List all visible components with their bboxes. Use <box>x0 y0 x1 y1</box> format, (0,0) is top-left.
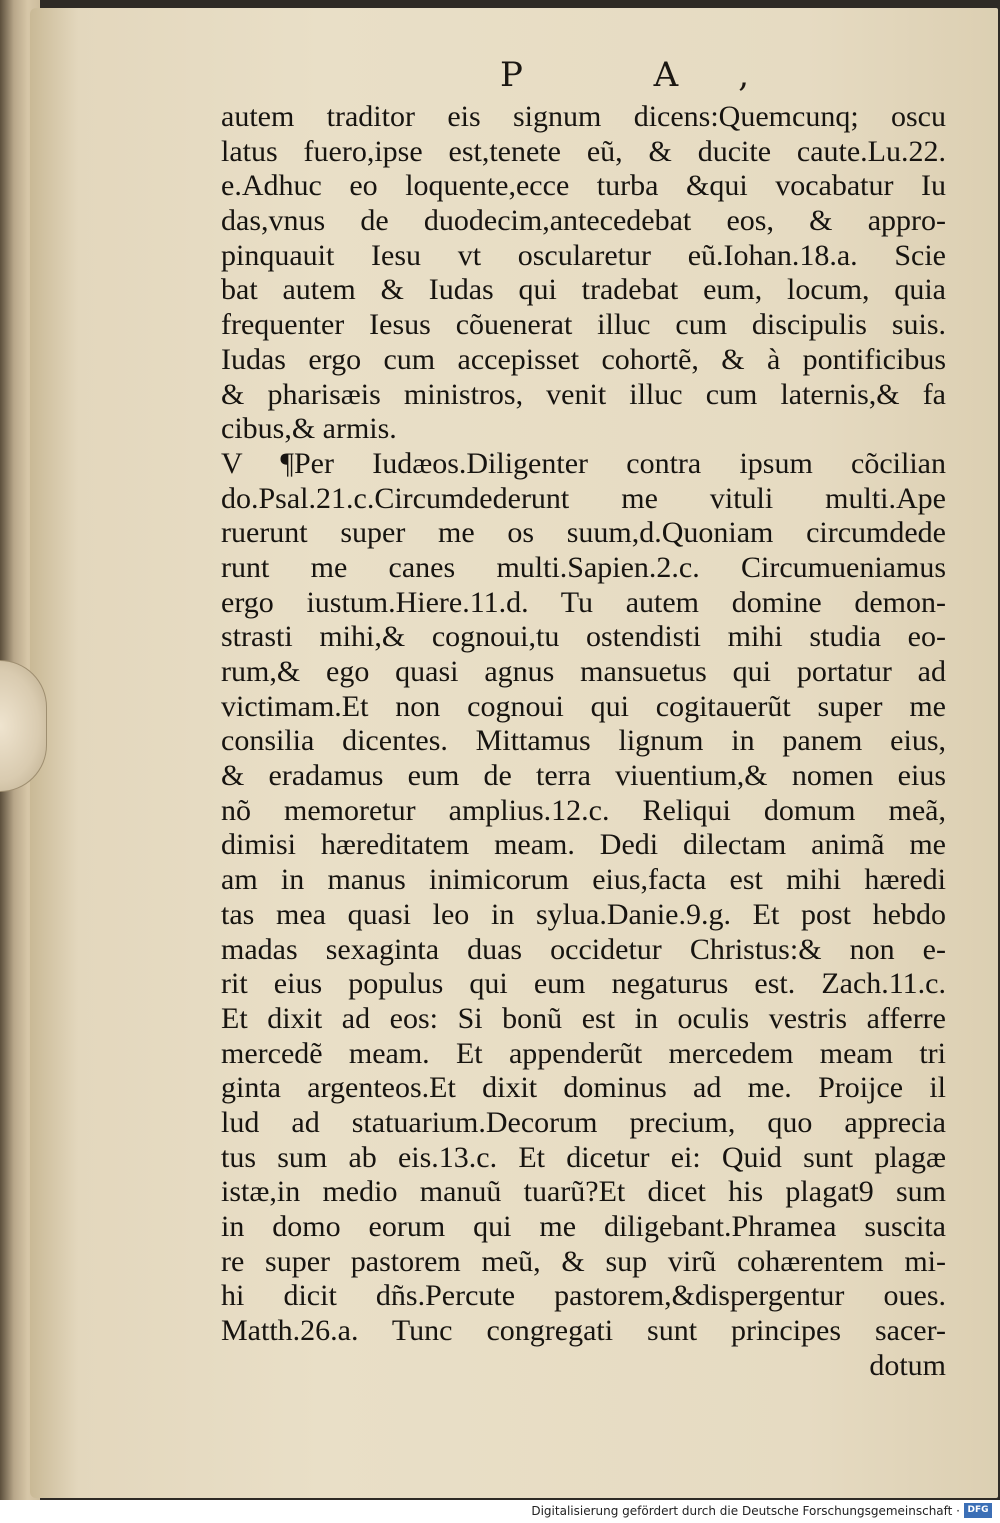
text-line: ginta argenteos.Et dixit dominus ad me. Proijce il <box>221 1071 946 1105</box>
text-block <box>221 100 946 1383</box>
footer-bar <box>0 1500 1000 1523</box>
text-line: am in manus inimicorum eius,facta est mihi hæredi <box>221 863 946 897</box>
text-line: istæ,in medio manuũ tuarũ?Et dicet his plagat9 sum <box>221 1175 946 1209</box>
text-line: tus sum ab eis.13.c. Et dicetur ei: Quid sunt plagæ <box>221 1140 946 1174</box>
text-line: madas sexaginta duas occidetur Christus:& non e- <box>221 932 946 966</box>
text-line: consilia dicentes. Mittamus lignum in panem eius, <box>221 724 946 758</box>
text-line: nõ memoretur amplius.12.c. Reliqui domum meã, <box>221 793 946 827</box>
text-line: hi dicit dñs.Percute pastorem,&dispergentur oues. <box>221 1279 946 1313</box>
text-line: ergo iustum.Hiere.11.d. Tu autem domine demon- <box>221 585 946 619</box>
text-line: V ¶Per Iudæos.Diligenter contra ipsum cõcilian <box>221 446 946 480</box>
text-line: lud ad statuarium.Decorum precium, quo apprecia <box>221 1105 946 1139</box>
text-line: dotum <box>869 1348 946 1382</box>
text-line: in domo eorum qui me diligebant.Phramea suscita <box>221 1210 946 1243</box>
text-line: rit eius populus qui eum negaturus est. Zach.11.c. <box>221 967 946 1001</box>
text-line: pinquauit Iesu vt oscularetur eũ.Iohan.18.a. Scie <box>221 238 946 272</box>
text-line: mercedẽ meam. Et appenderũt mercedem meam tri <box>221 1036 946 1070</box>
text-line: Matth.26.a. Tunc congregati sunt principes sacer- <box>221 1314 946 1348</box>
footer-credit: Digitalisierung gefördert durch die Deutsche Forschungsgemeinschaft · <box>531 1504 960 1518</box>
text-line: frequenter Iesus cõuenerat illuc cum discipulis suis. <box>221 308 946 342</box>
text-line: strasti mihi,& cognoui,tu ostendisti mihi studia eo- <box>221 620 946 654</box>
text-line: cibus,& armis. <box>221 412 397 446</box>
text-line: & eradamus eum de terra viuentium,& nomen eius <box>221 759 946 793</box>
text-line: tas mea quasi leo in sylua.Danie.9.g. Et post hebdo <box>221 897 946 931</box>
text-line: do.Psal.21.c.Circumdederunt me vituli multi.Ape <box>221 481 946 515</box>
text-line: Iudas ergo cum accepisset cohortẽ, & à pontificibus <box>221 342 946 376</box>
text-line: bat autem & Iudas qui tradebat eum, locum, quia <box>221 273 946 307</box>
text-line: latus fuero,ipse est,tenete eũ, & ducite caute.Lu.22. <box>221 134 946 168</box>
text-line: ruerunt super me os suum,d.Quoniam circumdede <box>221 516 946 550</box>
text-line: re super pastorem meũ, & sup virũ cohærentem mi- <box>221 1244 946 1278</box>
text-line: das,vnus de duodecim,antecedebat eos, & appro- <box>221 204 946 238</box>
text-line: runt me canes multi.Sapien.2.c. Circumueniamus <box>221 550 946 584</box>
text-line: & pharisæis ministros, venit illuc cum laternis,& fa <box>221 377 946 411</box>
text-line: Et dixit ad eos: Si bonũ est in oculis vestris afferre <box>221 1001 946 1035</box>
text-line: autem traditor eis signum dicens:Quemcunq; oscu <box>221 100 946 133</box>
text-line: rum,& ego quasi agnus mansuetus qui portatur ad <box>221 655 946 688</box>
text-line: victimam.Et non cognoui qui cogitauerũt super me <box>221 689 946 723</box>
text-line: e.Adhuc eo loquente,ecce turba &qui vocabatur Iu <box>221 169 946 203</box>
page-signature: P A, <box>500 55 810 95</box>
dfg-logo-icon: DFG <box>964 1503 992 1518</box>
text-line: dimisi hæreditatem meam. Dedi dilectam animã me <box>221 828 946 862</box>
